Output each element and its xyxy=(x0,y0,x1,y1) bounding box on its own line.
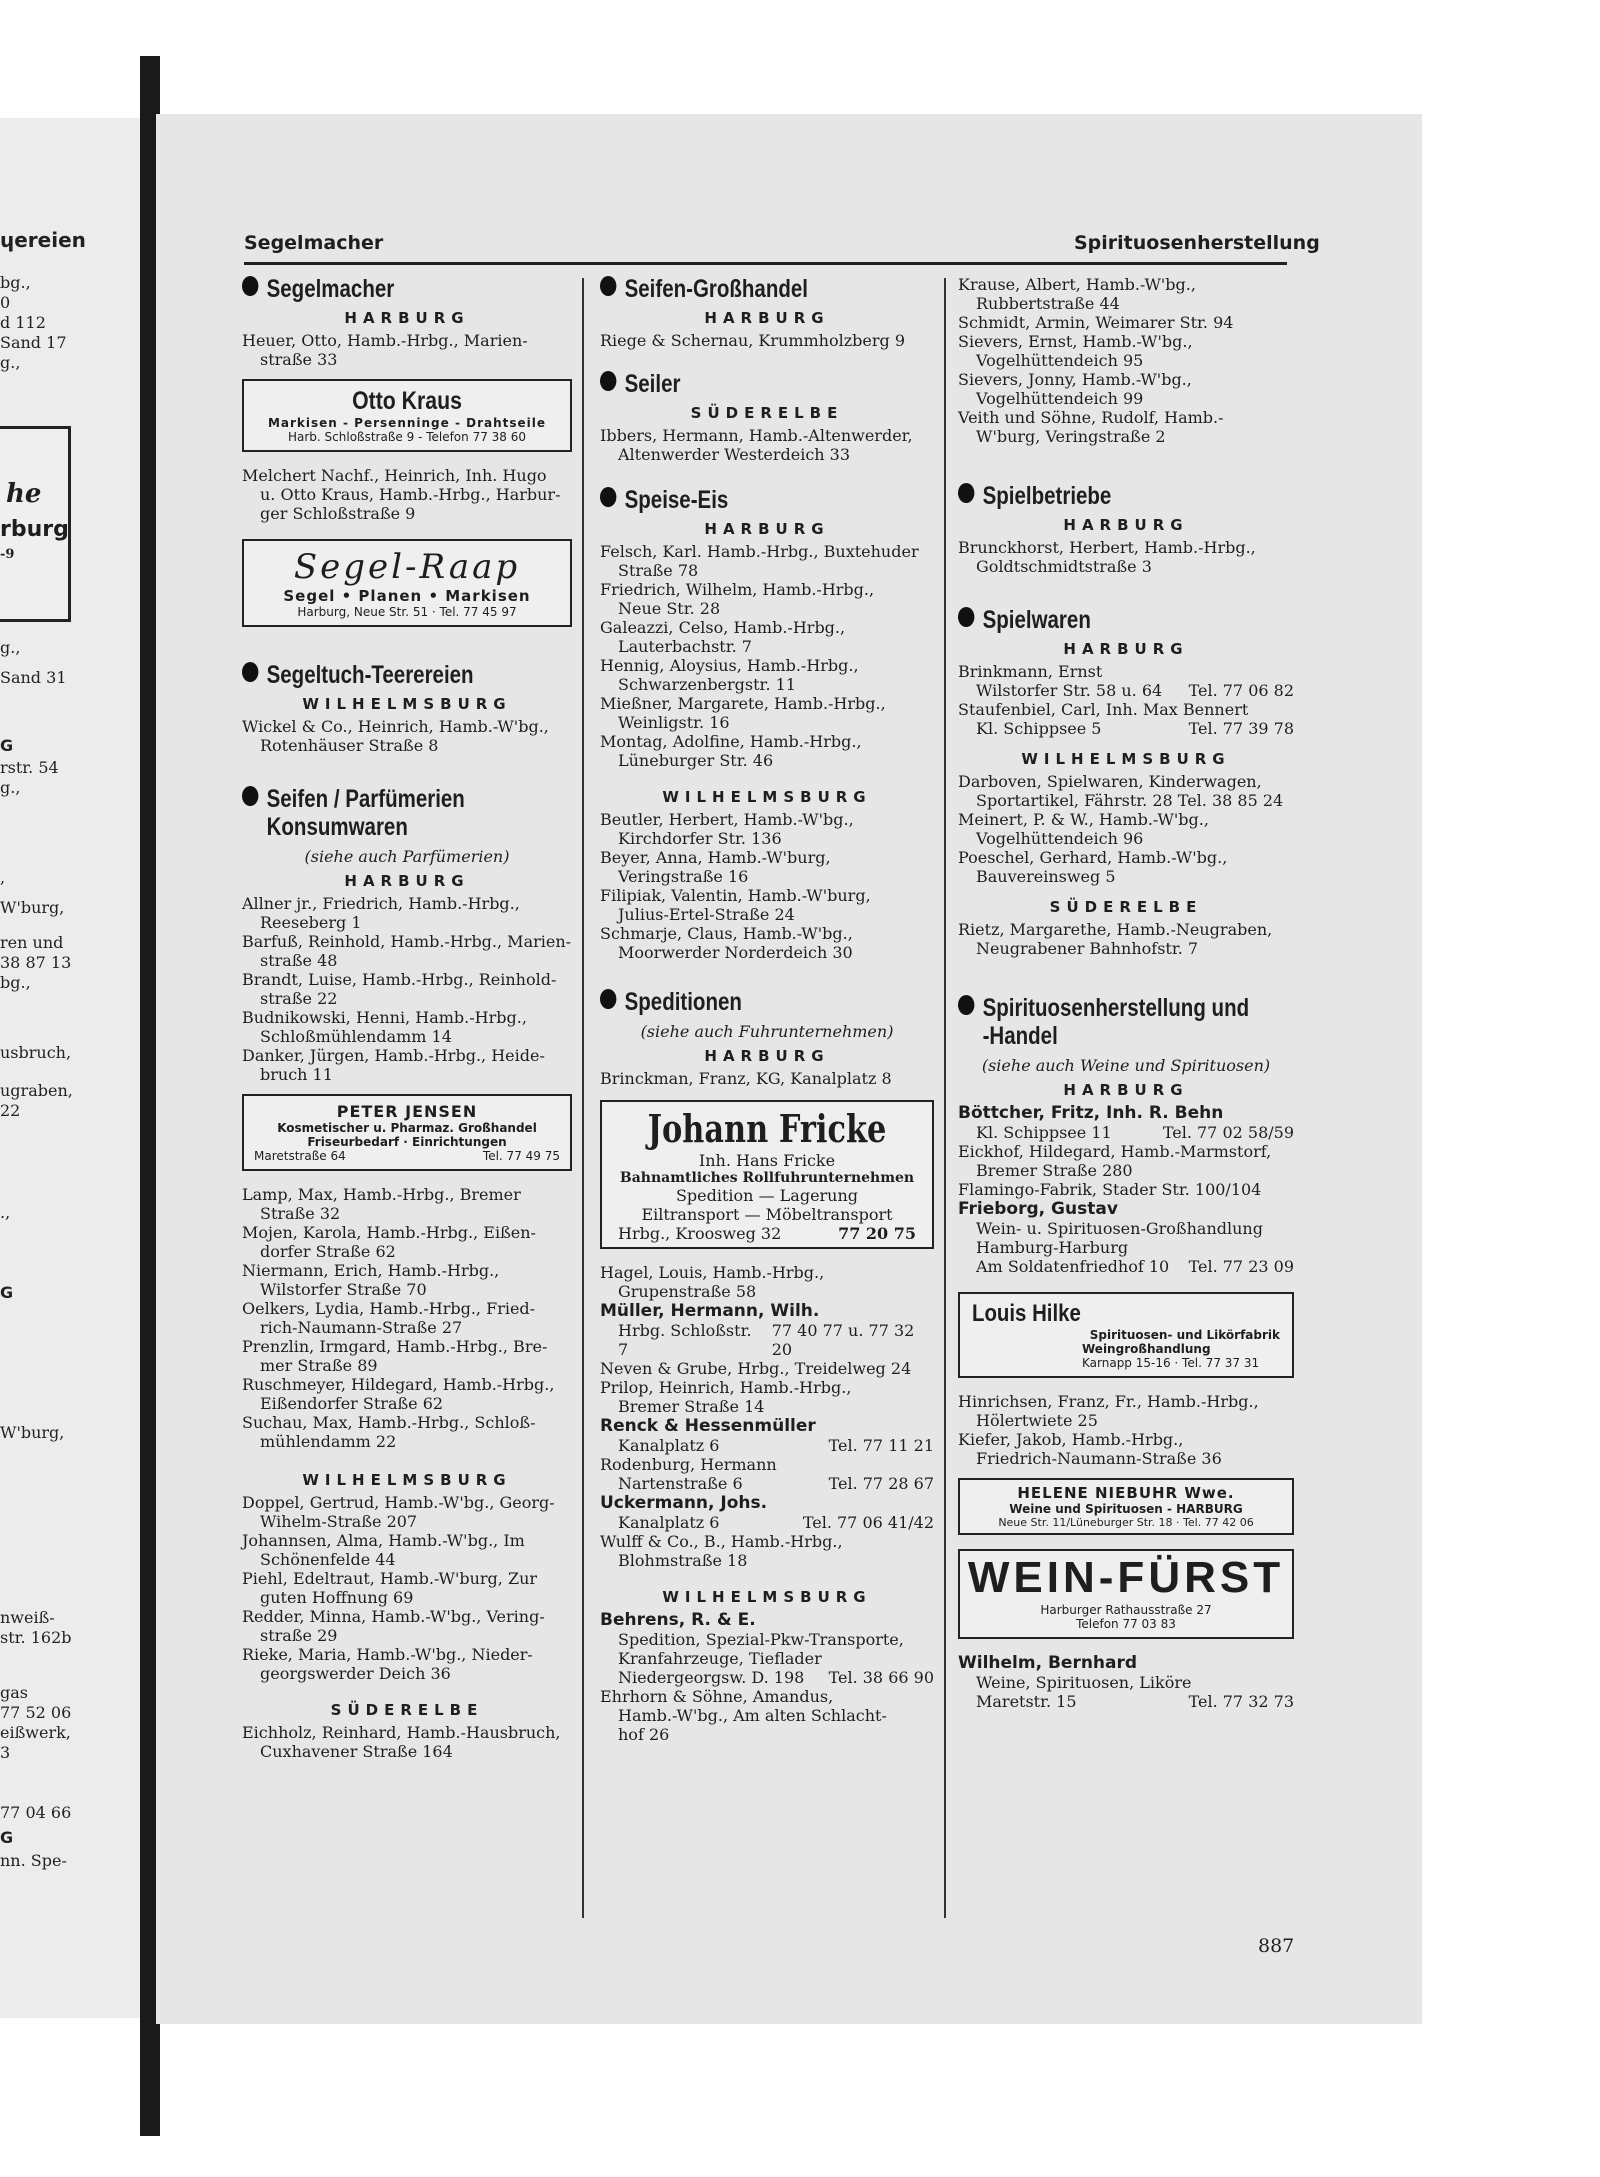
left-ad-box xyxy=(0,426,71,622)
district-label: HARBURG xyxy=(1063,516,1189,534)
header-rule xyxy=(244,262,1287,265)
listing: Montag, Adolfine, Hamb.-Hrbg., Lüneburger Str. 46 xyxy=(600,732,862,770)
listing-address: Kl. Schippsee 5 Tel. 77 39 78 xyxy=(976,719,1294,738)
listing: Heuer, Otto, Hamb.-Hrbg., Marien- straße 33 xyxy=(242,331,528,369)
bullet-icon xyxy=(958,607,974,627)
advert-louis-hilke: Louis Hilke Spirituosen- und Likörfabrik Weingroßhandlung Karnapp 15-16 · Tel. 77 37 31 xyxy=(958,1292,1294,1378)
listing: Schmidt, Armin, Weimarer Str. 94 xyxy=(958,313,1234,332)
left-line: usbruch, xyxy=(0,1043,72,1062)
listing: Ibbers, Hermann, Hamb.-Altenwerder, Altenwerder Westerdeich 33 xyxy=(600,426,913,464)
cross-reference: (siehe auch Parfümerien) xyxy=(304,847,510,866)
listing: Meinert, P. & W., Hamb.-W'bg., Vogelhüttendeich 96 xyxy=(958,810,1209,848)
section-heading: Speditionen xyxy=(600,988,874,1016)
left-line: d 112 xyxy=(0,313,46,332)
listing-address: Hrbg. Schloßstr. 7 77 40 77 u. 77 32 20 xyxy=(618,1321,915,1359)
page-number: 887 xyxy=(1258,1935,1295,1957)
listing: Brandt, Luise, Hamb.-Hrbg., Reinhold- straße 22 xyxy=(242,970,557,1008)
left-line: W'burg, xyxy=(0,898,65,917)
listing: Flamingo-Fabrik, Stader Str. 100/104 xyxy=(958,1180,1262,1199)
listing: Felsch, Karl. Hamb.-Hrbg., Buxtehuder Straße 78 xyxy=(600,542,919,580)
advert-helene-niebuhr: HELENE NIEBUHR Wwe. Weine und Spirituosen - HARBURG Neue Str. 11/Lüneburger Str. 18 · Tel. 77 42 06 xyxy=(958,1478,1294,1535)
listing: Prilop, Heinrich, Hamb.-Hrbg., Bremer Straße 14 xyxy=(600,1378,852,1416)
listing: Uckermann, Johs. xyxy=(600,1493,768,1513)
listing: Danker, Jürgen, Hamb.-Hrbg., Heide- bruch 11 xyxy=(242,1046,545,1084)
listing: Schmarje, Claus, Hamb.-W'bg., Moorwerder Norderdeich 30 xyxy=(600,924,853,962)
listing: Neven & Grube, Hrbg., Treidelweg 24 xyxy=(600,1359,912,1378)
left-line: G xyxy=(0,1283,14,1302)
listing: Allner jr., Friedrich, Hamb.-Hrbg., Reeseberg 1 xyxy=(242,894,520,932)
listing: Galeazzi, Celso, Hamb.-Hrbg., Lauterbachstr. 7 xyxy=(600,618,846,656)
left-line: g., xyxy=(0,778,21,797)
district-label: WILHELMSBURG xyxy=(1021,750,1231,768)
district-label: HARBURG xyxy=(704,309,830,327)
listing: Prenzlin, Irmgard, Hamb.-Hrbg., Bre- mer Straße 89 xyxy=(242,1337,548,1375)
listing-address: Wilstorfer Str. 58 u. 64 Tel. 77 06 82 xyxy=(976,681,1294,700)
listing: Redder, Minna, Hamb.-W'bg., Vering- straße 29 xyxy=(242,1607,545,1645)
left-line: g., xyxy=(0,638,21,657)
listing: Hinrichsen, Franz, Fr., Hamb.-Hrbg., Hölertwiete 25 xyxy=(958,1392,1259,1430)
district-label: HARBURG xyxy=(704,1047,830,1065)
left-line: 3 xyxy=(0,1743,11,1762)
listing: Sievers, Jonny, Hamb.-W'bg., Vogelhüttendeich 99 xyxy=(958,370,1192,408)
listing: Staufenbiel, Carl, Inh. Max Bennert xyxy=(958,700,1249,719)
left-line: Sand 17 xyxy=(0,333,67,352)
bullet-icon xyxy=(242,662,258,682)
listing: Mojen, Karola, Hamb.-Hrbg., Eißen- dorfer Straße 62 xyxy=(242,1223,536,1261)
bullet-icon xyxy=(958,995,974,1015)
left-line: ., xyxy=(0,1203,11,1222)
bullet-icon xyxy=(600,487,616,507)
listing: Brinkmann, Ernst xyxy=(958,662,1103,681)
district-label: HARBURG xyxy=(1063,640,1189,658)
running-head-right: Spirituosenherstellung xyxy=(1074,232,1320,254)
advert-peter-jensen: PETER JENSEN Kosmetischer u. Pharmaz. Großhandel Friseurbedarf · Einrichtungen Maretstraße 64 Tel. 77 49 75 xyxy=(242,1094,572,1171)
listing: Lamp, Max, Hamb.-Hrbg., Bremer Straße 32 xyxy=(242,1185,521,1223)
listing: Mießner, Margarete, Hamb.-Hrbg., Weinligstr. 16 xyxy=(600,694,886,732)
left-line: ugraben, xyxy=(0,1081,73,1100)
left-line: g., xyxy=(0,353,21,372)
listing: Ehrhorn & Söhne, Amandus, Hamb.-W'bg., Am alten Schlacht- hof 26 xyxy=(600,1687,887,1744)
advert-segel-raap: Segel-Raap Segel • Planen • Markisen Harburg, Neue Str. 51 · Tel. 77 45 97 xyxy=(242,539,572,627)
left-line: nweiß- xyxy=(0,1608,55,1627)
section-heading: Spirituosenherstellung und -Handel xyxy=(958,994,1234,1050)
listing-address: Am Soldatenfriedhof 10 Tel. 77 23 09 xyxy=(976,1257,1294,1276)
left-line: rstr. 54 xyxy=(0,758,59,777)
district-label: WILHELMSBURG xyxy=(662,1588,872,1606)
listing: Ruschmeyer, Hildegard, Hamb.-Hrbg., Eißendorfer Straße 62 xyxy=(242,1375,555,1413)
section-heading: Segeltuch-Teerereien xyxy=(242,661,513,689)
listing: Poeschel, Gerhard, Hamb.-W'bg., Bauvereinsweg 5 xyxy=(958,848,1228,886)
listing: Sievers, Ernst, Hamb.-W'bg., Vogelhüttendeich 95 xyxy=(958,332,1193,370)
district-label: HARBURG xyxy=(1063,1081,1189,1099)
bullet-icon xyxy=(958,483,974,503)
listing: Kiefer, Jakob, Hamb.-Hrbg., Friedrich-Naumann-Straße 36 xyxy=(958,1430,1222,1468)
listing: Eickhof, Hildegard, Hamb.-Marmstorf, Bremer Straße 280 xyxy=(958,1142,1272,1180)
advert-wein-fuerst: WEIN-FÜRST Harburger Rathausstraße 27 Telefon 77 03 83 xyxy=(958,1549,1294,1639)
bullet-icon xyxy=(600,371,616,391)
running-head-left: Segelmacher xyxy=(244,232,384,254)
listing: Friedrich, Wilhelm, Hamb.-Hrbg., Neue Str. 28 xyxy=(600,580,875,618)
listing: Niermann, Erich, Hamb.-Hrbg., Wilstorfer Straße 70 xyxy=(242,1261,500,1299)
left-line: , xyxy=(0,868,6,887)
listing: Wickel & Co., Heinrich, Hamb.-W'bg., Rotenhäuser Straße 8 xyxy=(242,717,549,755)
listing: Eichholz, Reinhard, Hamb.-Hausbruch, Cuxhavener Straße 164 xyxy=(242,1723,561,1761)
listing-address: Kanalplatz 6 Tel. 77 11 21 xyxy=(618,1436,934,1455)
listing: Rieke, Maria, Hamb.-W'bg., Nieder- georgswerder Deich 36 xyxy=(242,1645,533,1683)
column-2 xyxy=(600,275,934,1744)
district-label: WILHELMSBURG xyxy=(662,788,872,806)
listing: Darboven, Spielwaren, Kinderwagen, Sportartikel, Fährstr. 28 Tel. 38 85 24 xyxy=(958,772,1284,810)
section-heading: Seifen-Großhandel xyxy=(600,275,874,303)
left-line: nn. Spe- xyxy=(0,1851,67,1870)
listing: Barfuß, Reinhold, Hamb.-Hrbg., Marien- straße 48 xyxy=(242,932,572,970)
listing: Brinckman, Franz, KG, Kanalplatz 8 xyxy=(600,1069,892,1088)
listing: Böttcher, Fritz, Inh. R. Behn xyxy=(958,1103,1224,1123)
left-line: 77 04 66 xyxy=(0,1803,72,1822)
listing: Beyer, Anna, Hamb.-W'burg, Veringstraße 16 xyxy=(600,848,831,886)
section-heading: Spielwaren xyxy=(958,606,1234,634)
left-line: str. 162b xyxy=(0,1628,72,1647)
listing: Renck & Hessenmüller xyxy=(600,1416,816,1436)
left-line: gas xyxy=(0,1683,28,1702)
listing: Suchau, Max, Hamb.-Hrbg., Schloß- mühlendamm 22 xyxy=(242,1413,536,1451)
bullet-icon xyxy=(242,786,258,806)
left-line: bg., xyxy=(0,273,31,292)
bullet-icon xyxy=(600,989,616,1009)
listing-address: Maretstr. 15 Tel. 77 32 73 xyxy=(976,1692,1294,1711)
district-label: WILHELMSBURG xyxy=(302,695,512,713)
listing: Wilhelm, Bernhard Weine, Spirituosen, Liköre xyxy=(958,1653,1192,1692)
bullet-icon xyxy=(242,276,258,296)
left-line: W'burg, xyxy=(0,1423,65,1442)
cross-reference: (siehe auch Fuhrunternehmen) xyxy=(640,1022,894,1041)
listing: Beutler, Herbert, Hamb.-W'bg., Kirchdorfer Str. 136 xyxy=(600,810,854,848)
listing-address: Kl. Schippsee 11 Tel. 77 02 58/59 xyxy=(976,1123,1294,1142)
column-1 xyxy=(242,275,572,1761)
cross-reference: (siehe auch Weine und Spirituosen) xyxy=(981,1056,1271,1075)
section-heading: Spielbetriebe xyxy=(958,482,1234,510)
left-line: eißwerk, xyxy=(0,1723,71,1742)
left-line: 38 87 13 xyxy=(0,953,72,972)
district-label: WILHELMSBURG xyxy=(302,1471,512,1489)
column-rule xyxy=(582,278,584,1918)
left-ad-text: -9 xyxy=(0,547,15,562)
listing: Brunckhorst, Herbert, Hamb.-Hrbg., Goldtschmidtstraße 3 xyxy=(958,538,1256,576)
listing-address: Kanalplatz 6 Tel. 77 06 41/42 xyxy=(618,1513,934,1532)
listing: Doppel, Gertrud, Hamb.-W'bg., Georg- Wihelm-Straße 207 xyxy=(242,1493,555,1531)
left-line: 22 xyxy=(0,1101,21,1120)
listing: Filipiak, Valentin, Hamb.-W'burg, Julius-Ertel-Straße 24 xyxy=(600,886,871,924)
left-line: bg., xyxy=(0,973,31,992)
section-heading: Seiler xyxy=(600,370,874,398)
listing: Veith und Söhne, Rudolf, Hamb.- W'burg, Veringstraße 2 xyxy=(958,408,1224,446)
listing-address: Nartenstraße 6 Tel. 77 28 67 xyxy=(618,1474,934,1493)
listing-address: Niedergeorgsw. D. 198 Tel. 38 66 90 xyxy=(618,1668,934,1687)
left-page-fragment xyxy=(0,118,150,2018)
listing: Rodenburg, Hermann xyxy=(600,1455,777,1474)
left-line: ren und xyxy=(0,933,64,952)
listing: Behrens, R. & E. Spedition, Spezial-Pkw-Transporte, Kranfahrzeuge, Tieflader xyxy=(600,1610,904,1668)
section-heading: Segelmacher xyxy=(242,275,513,303)
district-label: HARBURG xyxy=(344,872,470,890)
district-label: SÜDERELBE xyxy=(1049,898,1203,916)
listing: Hennig, Aloysius, Hamb.-Hrbg., Schwarzenbergstr. 11 xyxy=(600,656,859,694)
column-rule xyxy=(944,278,946,1918)
listing: Melchert Nachf., Heinrich, Inh. Hugo u. Otto Kraus, Hamb.-Hrbg., Harbur- ger Schloßstraße 9 xyxy=(242,466,561,523)
listing: Johannsen, Alma, Hamb.-W'bg., Im Schönenfelde 44 xyxy=(242,1531,525,1569)
left-ad-text: rburg xyxy=(0,517,69,542)
left-line: G xyxy=(0,736,14,755)
district-label: HARBURG xyxy=(704,520,830,538)
section-heading: Speise-Eis xyxy=(600,486,874,514)
left-line: 77 52 06 xyxy=(0,1703,72,1722)
district-label: SÜDERELBE xyxy=(330,1701,484,1719)
listing: Krause, Albert, Hamb.-W'bg., Rubbertstraße 44 xyxy=(958,275,1196,313)
left-line: Sand 31 xyxy=(0,668,67,687)
listing: Riege & Schernau, Krummholzberg 9 xyxy=(600,331,906,350)
listing: Rietz, Margarethe, Hamb.-Neugraben, Neugrabener Bahnhofstr. 7 xyxy=(958,920,1273,958)
advert-johann-fricke: Johann Fricke Inh. Hans Fricke Bahnamtliches Rollfuhrunternehmen Spedition — Lagerung Eiltransport — Möbeltransport Hrbg., Kroosweg 32 77 20 75 xyxy=(600,1100,934,1249)
listing: Müller, Hermann, Wilh. xyxy=(600,1301,820,1321)
listing: Oelkers, Lydia, Hamb.-Hrbg., Fried- rich-Naumann-Straße 27 xyxy=(242,1299,536,1337)
district-label: SÜDERELBE xyxy=(690,404,844,422)
left-ad-text: he xyxy=(6,479,42,509)
advert-otto-kraus: Otto Kraus Markisen - Persenninge - Drahtseile Harb. Schloßstraße 9 - Telefon 77 38 60 xyxy=(242,379,572,452)
listing: Piehl, Edeltraut, Hamb.-W'burg, Zur guten Hoffnung 69 xyxy=(242,1569,538,1607)
listing: Hagel, Louis, Hamb.-Hrbg., Grupenstraße 58 xyxy=(600,1263,825,1301)
listing: Budnikowski, Henni, Hamb.-Hrbg., Schloßmühlendamm 14 xyxy=(242,1008,527,1046)
left-line: 0 xyxy=(0,293,11,312)
left-line: G xyxy=(0,1828,14,1847)
bullet-icon xyxy=(600,276,616,296)
district-label: HARBURG xyxy=(344,309,470,327)
section-heading: Seifen / Parfümerien Konsumwaren xyxy=(242,785,513,841)
left-line: ɥereien xyxy=(0,228,86,252)
listing: Frieborg, Gustav Wein- u. Spirituosen-Großhandlung Hamburg-Harburg xyxy=(958,1199,1263,1257)
listing: Wulff & Co., B., Hamb.-Hrbg., Blohmstraße 18 xyxy=(600,1532,843,1570)
column-3 xyxy=(958,275,1294,1711)
